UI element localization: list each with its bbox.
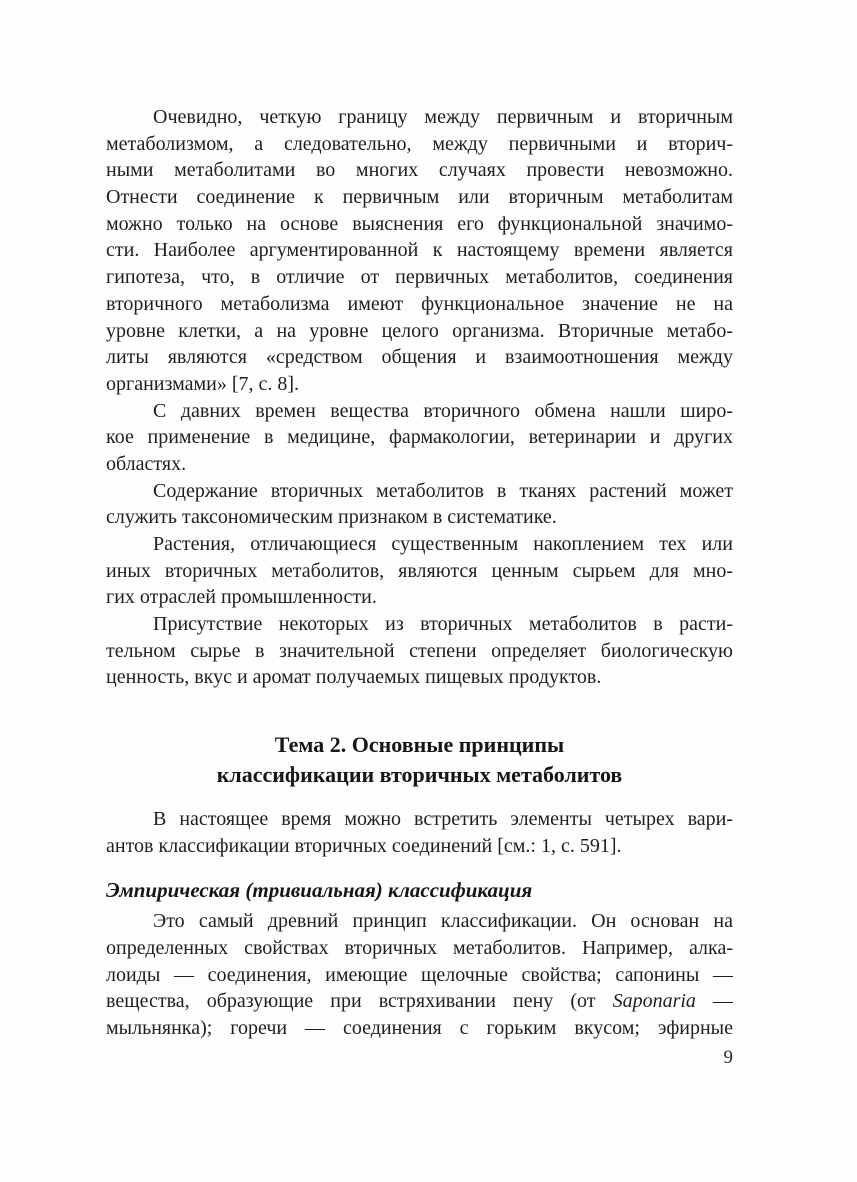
- text-line: сти. Наиболее аргументированной к настоящему времени является: [106, 239, 733, 262]
- text-line: литы являются «средством общения и взаимоотношения между: [106, 346, 733, 369]
- section-heading-line-2: классификации вторичных метаболитов: [216, 762, 623, 788]
- text-line: Присутствие некоторых из вторичных метаболитов в расти-: [153, 613, 733, 636]
- line-segment: —: [695, 990, 733, 1013]
- paragraph-1: [106, 104, 733, 398]
- line-segment: вещества, образующие при встряхивании пену (от: [106, 990, 613, 1013]
- paragraph-5: [106, 611, 733, 691]
- text-line: лоиды — соединения, имеющие щелочные свойства; сапонины —: [106, 963, 733, 986]
- text-line: С давних времен вещества вторичного обмена нашли широ-: [153, 399, 733, 422]
- text-line: служить таксономическим признаком в систематике.: [106, 506, 557, 529]
- text-line: областях.: [106, 452, 187, 475]
- latin-term-italic: Saponaria: [612, 990, 696, 1013]
- text-line: ными метаболитами во многих случаях провести невозможно.: [106, 159, 733, 182]
- text-line: кое применение в медицине, фармакологии, ветеринарии и других: [106, 426, 733, 449]
- text-line: антов классификации вторичных соединений [см.: 1, с. 591].: [106, 834, 622, 857]
- subsection-heading: Эмпирическая (тривиальная) классификация: [106, 877, 533, 902]
- paragraph-3: [106, 478, 733, 531]
- text-line: Содержание вторичных метаболитов в тканях растений может: [153, 479, 733, 502]
- text-line: Отнести соединение к первичным или вторичным метаболитам: [106, 186, 733, 209]
- text-line: метаболизмом, а следовательно, между первичными и вторич-: [106, 132, 733, 155]
- paragraph-6: [106, 806, 733, 859]
- text-line: тельном сырье в значительной степени определяет биологическую: [106, 639, 733, 662]
- section-heading-line-1: Тема 2. Основные принципы: [274, 732, 565, 758]
- page-number: 9: [723, 1046, 733, 1068]
- text-line: Очевидно, четкую границу между первичным и вторичным: [153, 106, 733, 128]
- text-line: мыльнянка); горечи — соединения с горьким вкусом; эфирные: [106, 1016, 733, 1039]
- text-line: ценность, вкус и аромат получаемых пищевых продуктов.: [106, 666, 602, 689]
- paragraph-2: [106, 398, 733, 478]
- text-line: можно только на основе выяснения его функциональной значимо-: [106, 212, 733, 235]
- text-line: Растения, отличающиеся существенным накоплением тех или: [153, 533, 733, 555]
- text-line: гипотеза, что, в отличие от первичных метаболитов, соединения: [106, 266, 733, 289]
- text-line: иных вторичных метаболитов, являются ценным сырьем для мно-: [106, 559, 733, 582]
- text-line: определенных свойствах вторичных метаболитов. Например, алка-: [106, 936, 733, 959]
- paragraph-7: [106, 908, 733, 1041]
- text-line: Это самый древний принцип классификации. Он основан на: [153, 910, 733, 933]
- text-column: [106, 104, 733, 1070]
- section-heading: [106, 730, 733, 790]
- text-line: [106, 988, 733, 1015]
- paragraph-4: [106, 531, 733, 611]
- text-line: гих отраслей промышленности.: [106, 586, 377, 609]
- text-line: вторичного метаболизма имеют функциональное значение не на: [106, 292, 733, 315]
- text-line: организмами» [7, с. 8].: [106, 372, 300, 395]
- text-line: уровне клетки, а на уровне целого организма. Вторичные метабо-: [106, 319, 733, 342]
- text-line: В настоящее время можно встретить элементы четырех вари-: [153, 808, 733, 831]
